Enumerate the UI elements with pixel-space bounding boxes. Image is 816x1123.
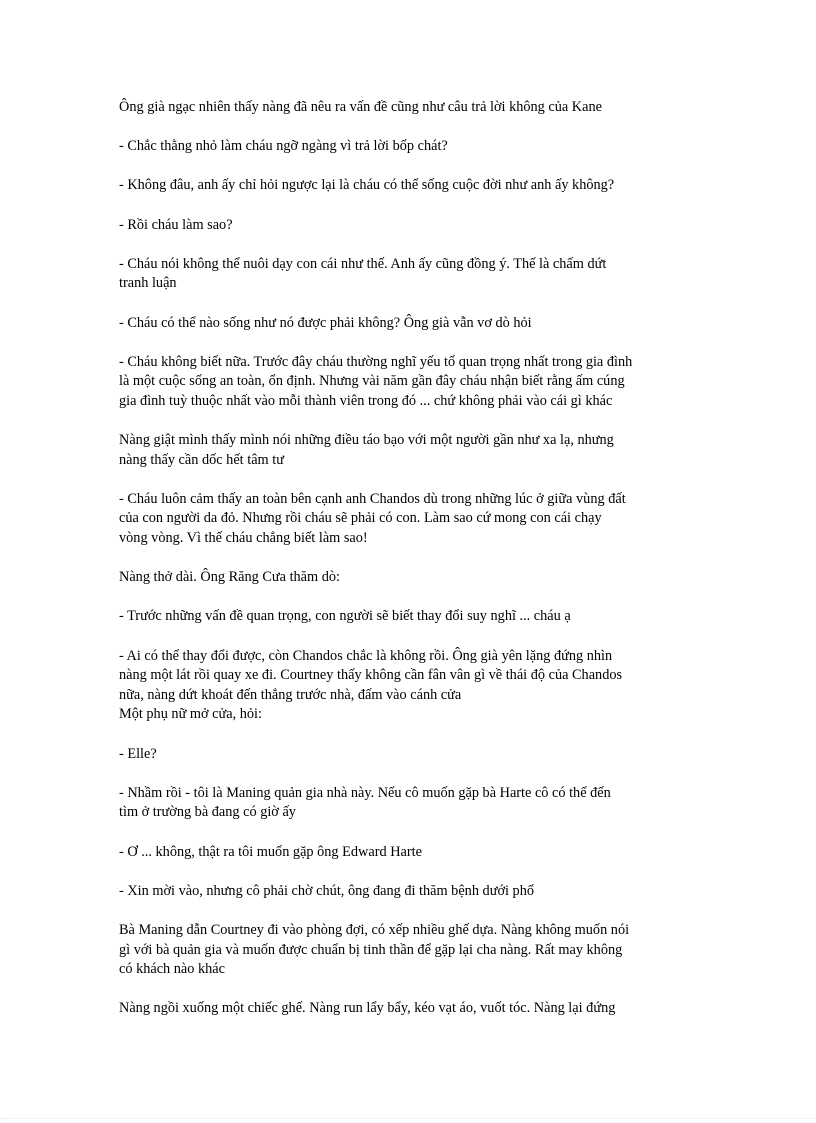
text-line: - Cháu có thể nào sống như nó được phải không? Ông già vẫn vơ dò hỏi xyxy=(119,314,532,331)
text-line: là một cuộc sống an toàn, ổn định. Nhưng vài năm gần đây cháu nhận biết rằng ấm cúng xyxy=(119,373,625,390)
paragraph xyxy=(119,255,704,294)
page-bottom-divider xyxy=(0,1118,816,1119)
text-line: nữa, nàng dứt khoát đến thẳng trước nhà, đấm vào cánh cửa xyxy=(119,686,462,703)
text-line: - Không đâu, anh ấy chỉ hỏi ngược lại là cháu có thể sống cuộc đời như anh ấy không? xyxy=(119,177,615,194)
text-line: nàng một lát rồi quay xe đi. Courtney thấy không cần fân vân gì về thái độ của Chandos xyxy=(119,667,623,684)
document-page xyxy=(119,98,704,1019)
paragraph xyxy=(119,353,704,412)
text-line: - Ơ ... không, thật ra tôi muốn gặp ông Edward Harte xyxy=(119,843,422,860)
text-line: - Nhầm rồi - tôi là Maning quản gia nhà này. Nếu cô muốn gặp bà Harte cô có thể đến xyxy=(119,784,611,801)
text-line: nàng thấy cần dốc hết tâm tư xyxy=(119,451,284,468)
paragraph xyxy=(119,784,704,823)
text-line: - Cháu nói không thể nuôi dạy con cái như thế. Anh ấy cũng đồng ý. Thế là chấm dứt xyxy=(119,255,607,272)
text-line: - Ai có thể thay đổi được, còn Chandos chắc là không rồi. Ông già yên lặng đứng nhìn xyxy=(119,647,613,664)
text-line: Một phụ nữ mở cửa, hỏi: xyxy=(119,706,262,723)
paragraph xyxy=(119,137,704,157)
text-line: - Elle? xyxy=(119,745,157,762)
text-line: vòng vòng. Vì thế cháu chẳng biết làm sao! xyxy=(119,530,368,547)
paragraph xyxy=(119,999,704,1019)
text-line: có khách nào khác xyxy=(119,961,225,978)
text-line: Ông già ngạc nhiên thấy nàng đã nêu ra vấn đề cũng như câu trả lời không của Kane xyxy=(119,99,602,115)
text-line: Bà Maning dẫn Courtney đi vào phòng đợi, có xếp nhiều ghế dựa. Nàng không muốn nói xyxy=(119,921,630,938)
paragraph xyxy=(119,745,704,765)
paragraph xyxy=(119,882,704,902)
paragraph xyxy=(119,843,704,863)
paragraph xyxy=(119,314,704,334)
paragraph xyxy=(119,216,704,236)
paragraph xyxy=(119,176,704,196)
text-line: Nàng ngồi xuống một chiếc ghế. Nàng run lẩy bẩy, kéo vạt áo, vuốt tóc. Nàng lại đứng xyxy=(119,1000,616,1017)
paragraph xyxy=(119,921,704,980)
text-line: Nàng thở dài. Ông Răng Cưa thăm dò: xyxy=(119,569,340,586)
paragraph xyxy=(119,647,704,725)
text-line: - Cháu luôn cảm thấy an toàn bên cạnh anh Chandos dù trong những lúc ở giữa vùng đất xyxy=(119,490,626,507)
text-line: - Xin mời vào, nhưng cô phải chờ chút, ông đang đi thăm bệnh dưới phố xyxy=(119,882,534,899)
text-line: gì với bà quản gia và muốn được chuẩn bị tinh thần để gặp lại cha nàng. Rất may không xyxy=(119,941,623,958)
paragraph xyxy=(119,607,704,627)
paragraph xyxy=(119,568,704,588)
text-line: của con người da đỏ. Nhưng rồi cháu sẽ phải có con. Làm sao cứ mong con cái chạy xyxy=(119,510,602,527)
text-line: - Chắc thằng nhỏ làm cháu ngỡ ngàng vì trả lời bốp chát? xyxy=(119,138,448,155)
paragraph xyxy=(119,490,704,549)
paragraph xyxy=(119,431,704,470)
text-line: Nàng giật mình thấy mình nói những điều táo bạo với một người gần như xa lạ, nhưng xyxy=(119,432,614,449)
text-line: tìm ở trường bà đang có giờ ấy xyxy=(119,804,296,821)
text-line: - Cháu không biết nữa. Trước đây cháu thường nghĩ yếu tố quan trọng nhất trong gia đình xyxy=(119,353,633,370)
text-line: tranh luận xyxy=(119,275,177,292)
paragraph xyxy=(119,98,704,118)
text-line: - Rồi cháu làm sao? xyxy=(119,216,233,233)
text-line: - Trước những vấn đề quan trọng, con người sẽ biết thay đổi suy nghĩ ... cháu ạ xyxy=(119,608,571,625)
text-line: gia đình tuỳ thuộc nhất vào mỗi thành viên trong đó ... chứ không phải vào cái gì khác xyxy=(119,392,613,409)
